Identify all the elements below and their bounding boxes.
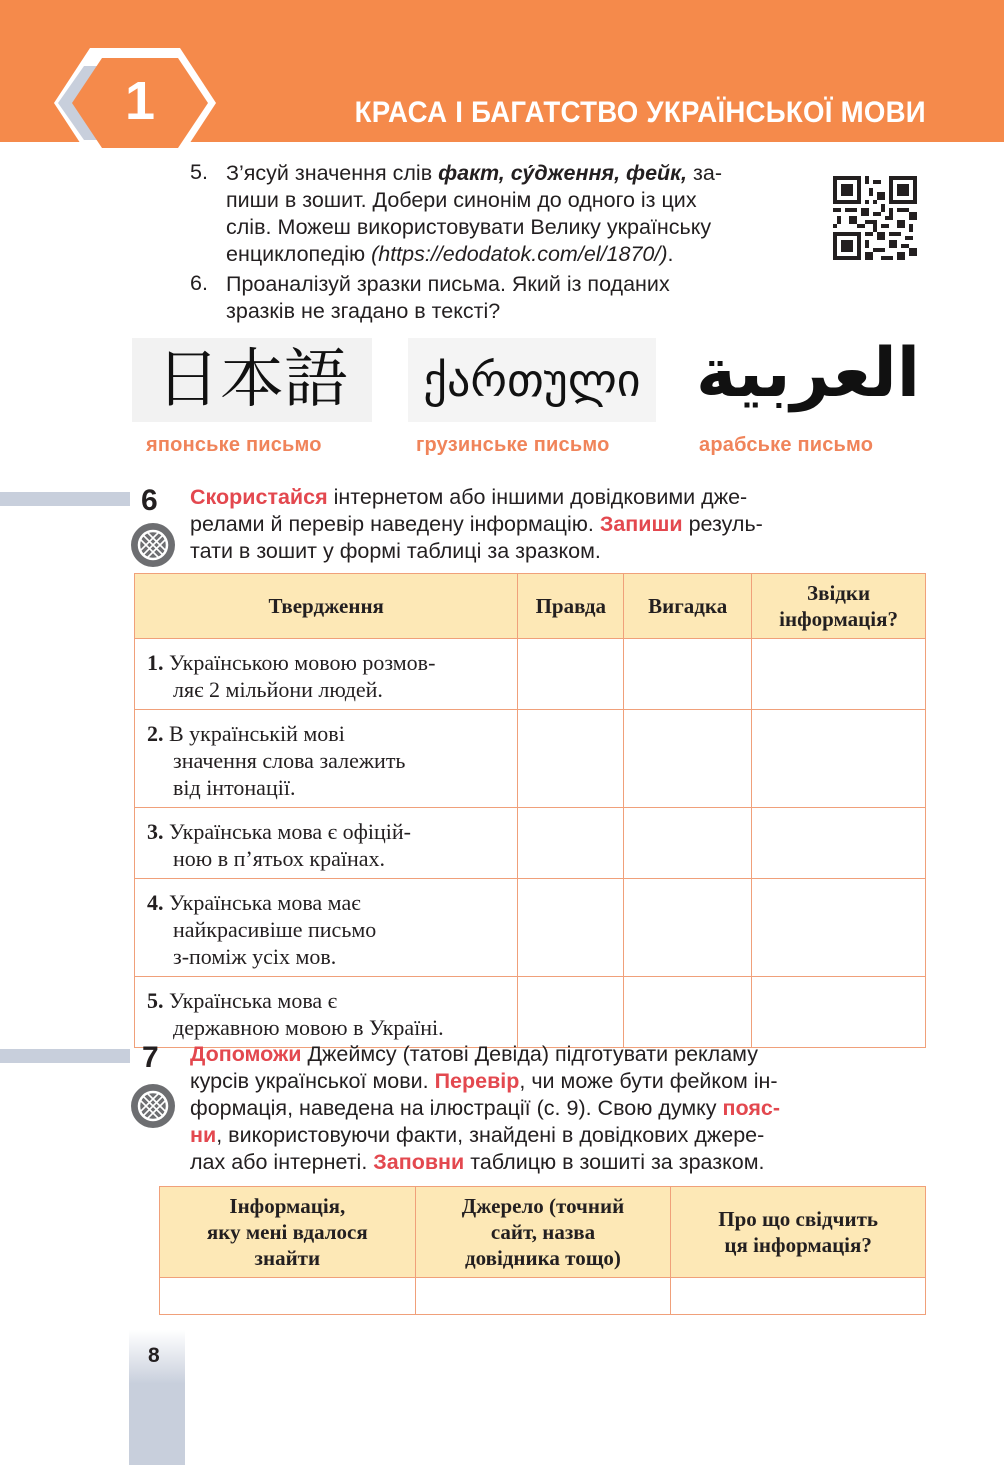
text-line: формація, наведена на ілюстрації (с. 9). Свою думку пояс- <box>190 1096 781 1120</box>
text-line: слів. Можеш використовувати Велику українську <box>226 215 712 239</box>
task-side-bar <box>0 1049 130 1063</box>
text-line: Проаналізуй зразки письма. Який із поданих <box>226 272 670 296</box>
text-line: Допоможи Джеймсу (татові Девіда) підготувати рекламу <box>190 1042 758 1066</box>
task6-table <box>134 573 926 1048</box>
table-row <box>135 808 926 879</box>
keyword-highlight: ни <box>190 1123 217 1147</box>
text-line: курсів української мови. Перевір, чи може бути фейком ін- <box>190 1069 778 1093</box>
statement-cell: 4. Українська мова має найкрасивіше письмо з-поміж усіх мов. <box>135 879 518 977</box>
table-row <box>160 1278 926 1315</box>
japanese-script-glyphs: 日本語 <box>156 343 348 417</box>
header-source: Звідки інформація? <box>752 574 926 639</box>
truth-cell[interactable] <box>518 639 624 710</box>
source-cell[interactable] <box>752 639 926 710</box>
task-number: 7 <box>142 1041 159 1074</box>
header-statement: Твердження <box>135 574 518 639</box>
internet-globe-icon <box>130 1083 176 1129</box>
keyword-highlight: Допоможи <box>190 1042 302 1066</box>
source-cell[interactable] <box>752 879 926 977</box>
list-item-text <box>226 160 800 268</box>
arabic-script-image <box>696 324 921 424</box>
header-truth: Правда <box>518 574 624 639</box>
encyclopedia-link[interactable]: (https://edodatok.com/el/1870/) <box>371 242 668 266</box>
header-found-info: Інформація, яку мені вдалося знайти <box>160 1187 416 1278</box>
text-line: З’ясуй значення слів факт, су́дження, фейк, за- <box>226 161 722 185</box>
found-info-cell[interactable] <box>160 1278 416 1315</box>
fiction-cell[interactable] <box>624 639 752 710</box>
meaning-cell[interactable] <box>671 1278 926 1315</box>
text-line: енциклопедію (https://edodatok.com/el/1870/). <box>226 242 674 266</box>
table-row <box>135 639 926 710</box>
text-line: Скористайся інтернетом або іншими довідковими дже- <box>190 485 748 509</box>
text-line: релами й перевір наведену інформацію. Запиши резуль- <box>190 512 763 536</box>
georgian-caption: грузинське письмо <box>416 434 610 456</box>
qr-code-icon[interactable] <box>833 176 917 260</box>
fiction-cell[interactable] <box>624 710 752 808</box>
truth-cell[interactable] <box>518 879 624 977</box>
header-meaning: Про що свідчить ця інформація? <box>671 1187 926 1278</box>
text-line: зразків не згадано в тексті? <box>226 299 501 323</box>
source-cell[interactable] <box>752 977 926 1048</box>
table-row <box>135 710 926 808</box>
georgian-script-image <box>408 338 656 422</box>
georgian-script-glyphs: ქართული <box>423 353 641 407</box>
text-line: пиши в зошит. Добери синонім до одного із цих <box>226 188 697 212</box>
task-number: 6 <box>141 484 158 517</box>
list-item-number: 5. <box>190 160 208 184</box>
japanese-caption: японське письмо <box>146 434 322 456</box>
header-fiction: Вигадка <box>624 574 752 639</box>
list-item-number: 6. <box>190 271 208 295</box>
statement-cell: 1. Українською мовою розмов- ляє 2 мільйони людей. <box>135 639 518 710</box>
arabic-caption: арабське письмо <box>699 434 874 456</box>
chapter-number: 1 <box>124 71 156 131</box>
keyword-highlight: Перевір <box>434 1069 520 1093</box>
task7-text <box>190 1041 888 1176</box>
truth-cell[interactable] <box>518 710 624 808</box>
fiction-cell[interactable] <box>624 808 752 879</box>
internet-globe-icon <box>130 522 176 568</box>
keyword-highlight: Заповни <box>373 1150 465 1174</box>
truth-cell[interactable] <box>518 977 624 1048</box>
fiction-cell[interactable] <box>624 879 752 977</box>
text-line: лах або інтернеті. Заповни таблицю в зошиті за зразком. <box>190 1150 765 1174</box>
source-cell[interactable] <box>752 808 926 879</box>
list-item-text <box>226 271 800 325</box>
keyword-highlight: пояс- <box>722 1096 781 1120</box>
statement-cell: 2. В українській мові значення слова залежить від інтонації. <box>135 710 518 808</box>
statement-cell: 5. Українська мова є державною мовою в Україні. <box>135 977 518 1048</box>
text-line: ни, використовуючи факти, знайдені в довідкових джере- <box>190 1123 765 1147</box>
japanese-script-image <box>132 338 372 422</box>
task-side-bar <box>0 492 130 506</box>
table-row <box>135 977 926 1048</box>
fiction-cell[interactable] <box>624 977 752 1048</box>
keyword-highlight: Скористайся <box>190 485 328 509</box>
arabic-script-glyphs: العربية <box>696 334 921 413</box>
task7-table <box>159 1186 926 1315</box>
chapter-title: КРАСА І БАГАТСТВО УКРАЇНСЬКОЇ МОВИ <box>354 96 926 129</box>
table-row <box>135 879 926 977</box>
text-line: тати в зошит у формі таблиці за зразком. <box>190 539 601 563</box>
page-number: 8 <box>148 1344 160 1367</box>
keyword-highlight: Запиши <box>599 512 683 536</box>
header-source: Джерело (точний сайт, назва довідника тощо) <box>415 1187 671 1278</box>
task6-text <box>190 484 888 565</box>
statement-cell: 3. Українська мова є офіцій- ною в п’ятьох країнах. <box>135 808 518 879</box>
source-cell[interactable] <box>752 710 926 808</box>
source-cell[interactable] <box>415 1278 671 1315</box>
truth-cell[interactable] <box>518 808 624 879</box>
